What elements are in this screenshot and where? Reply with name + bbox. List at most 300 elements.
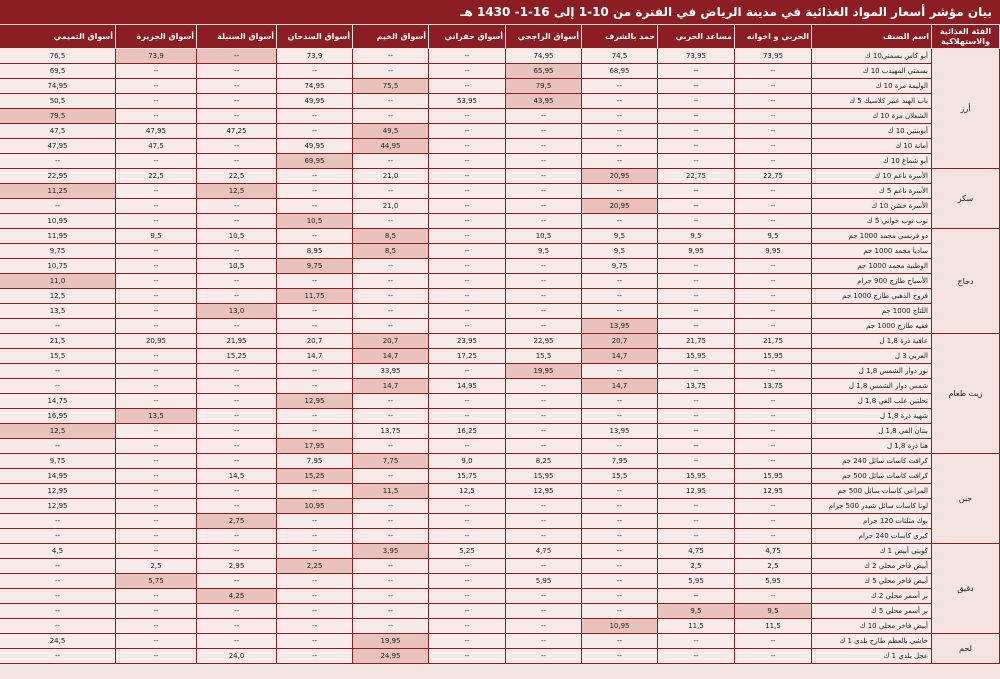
price-cell: 12,95 — [0, 499, 116, 514]
price-cell: 21,75 — [735, 334, 812, 349]
price-cell: -- — [582, 154, 658, 169]
price-cell: -- — [116, 304, 197, 319]
price-cell: -- — [506, 289, 582, 304]
price-cell: -- — [353, 559, 429, 574]
item-name: فروج الذهبي طازج 1000 جم — [812, 289, 932, 304]
price-cell: 4,25 — [197, 589, 277, 604]
price-cell: -- — [658, 274, 735, 289]
price-cell: -- — [735, 184, 812, 199]
item-name: الأسرة ناعم 5 ك — [812, 184, 932, 199]
table-row — [0, 439, 1000, 454]
price-cell: -- — [353, 529, 429, 544]
price-cell: -- — [353, 64, 429, 79]
price-cell: -- — [197, 574, 277, 589]
price-cell: -- — [197, 394, 277, 409]
price-cell: -- — [506, 199, 582, 214]
price-cell: 9,5 — [116, 229, 197, 244]
price-cell: -- — [116, 259, 197, 274]
price-cell: -- — [197, 94, 277, 109]
price-cell: -- — [116, 394, 197, 409]
table-row — [0, 424, 1000, 439]
price-cell: -- — [353, 289, 429, 304]
item-name: أبو كاس بسمتي10 ك — [812, 49, 932, 64]
price-cell: 13,75 — [658, 379, 735, 394]
item-name: شهية ذرة 1,8 ل — [812, 409, 932, 424]
price-cell: -- — [735, 364, 812, 379]
price-cell: -- — [116, 469, 197, 484]
price-cell: -- — [429, 259, 506, 274]
price-cell: -- — [429, 184, 506, 199]
price-cell: -- — [116, 619, 197, 634]
table-row — [0, 454, 1000, 469]
price-cell: 69,5 — [0, 64, 116, 79]
price-cell: -- — [506, 424, 582, 439]
price-cell: -- — [582, 139, 658, 154]
table-row — [0, 349, 1000, 364]
table-row — [0, 94, 1000, 109]
price-cell: -- — [429, 589, 506, 604]
price-cell: 14,7 — [353, 349, 429, 364]
price-cell: -- — [197, 604, 277, 619]
price-cell: 10,5 — [197, 229, 277, 244]
price-cell: -- — [353, 319, 429, 334]
price-cell: -- — [0, 439, 116, 454]
price-cell: -- — [116, 349, 197, 364]
price-cell: 22,75 — [658, 169, 735, 184]
table-row — [0, 559, 1000, 574]
price-cell: 20,7 — [353, 334, 429, 349]
price-cell: 14,75 — [0, 394, 116, 409]
price-cell: -- — [277, 604, 353, 619]
header-store-9: أسواق الجزيرة — [116, 25, 197, 49]
item-name: أبو شماغ 10 ك — [812, 154, 932, 169]
price-cell: -- — [735, 79, 812, 94]
price-cell: -- — [658, 304, 735, 319]
price-cell: -- — [277, 124, 353, 139]
price-cell: -- — [197, 454, 277, 469]
price-cell: -- — [658, 529, 735, 544]
price-cell: 13,95 — [582, 424, 658, 439]
price-cell: 47,95 — [0, 139, 116, 154]
price-cell: -- — [429, 409, 506, 424]
price-cell: -- — [353, 49, 429, 64]
price-cell: 49,5 — [353, 124, 429, 139]
price-cell: 11,0 — [0, 274, 116, 289]
price-cell: 17,25 — [429, 349, 506, 364]
price-cell: 2,25 — [277, 559, 353, 574]
header-item-name: اسم الصنف — [812, 25, 932, 49]
price-cell: 23,95 — [429, 334, 506, 349]
price-cell: 21,0 — [353, 199, 429, 214]
price-cell: 10,5 — [277, 214, 353, 229]
price-cell: 74,95 — [506, 49, 582, 64]
table-row — [0, 469, 1000, 484]
price-cell: -- — [658, 499, 735, 514]
price-cell: 4,75 — [506, 544, 582, 559]
price-cell: 4,75 — [735, 544, 812, 559]
table-row — [0, 514, 1000, 529]
price-cell: -- — [0, 379, 116, 394]
header-store-4: أسواق الراجحي — [506, 25, 582, 49]
price-cell: -- — [658, 319, 735, 334]
price-cell: 9,75 — [0, 244, 116, 259]
price-cell: -- — [506, 499, 582, 514]
price-cell: 14,7 — [582, 349, 658, 364]
price-cell: -- — [116, 184, 197, 199]
price-cell: 7,95 — [277, 454, 353, 469]
price-cell: 17,95 — [277, 439, 353, 454]
price-cell: -- — [658, 514, 735, 529]
price-cell: -- — [429, 529, 506, 544]
price-cell: -- — [116, 109, 197, 124]
price-cell: 13,5 — [116, 409, 197, 424]
price-cell: -- — [582, 484, 658, 499]
price-table — [0, 24, 1000, 664]
price-cell: -- — [506, 214, 582, 229]
price-cell: -- — [353, 94, 429, 109]
price-cell: -- — [197, 409, 277, 424]
price-cell: -- — [429, 124, 506, 139]
price-cell: -- — [353, 274, 429, 289]
price-cell: -- — [658, 394, 735, 409]
price-cell: -- — [197, 439, 277, 454]
price-cell: -- — [0, 559, 116, 574]
price-cell: -- — [506, 604, 582, 619]
price-cell: -- — [277, 379, 353, 394]
price-cell: 10,95 — [277, 499, 353, 514]
price-cell: -- — [116, 319, 197, 334]
price-cell: -- — [735, 454, 812, 469]
price-cell: 11,5 — [658, 619, 735, 634]
header-store-8: أسواق السنبلة — [197, 25, 277, 49]
price-cell: 8,5 — [353, 229, 429, 244]
price-cell: 12,95 — [506, 484, 582, 499]
price-cell: -- — [582, 409, 658, 424]
table-row — [0, 124, 1000, 139]
price-cell: 22,95 — [0, 169, 116, 184]
price-cell: -- — [582, 499, 658, 514]
price-cell: -- — [353, 259, 429, 274]
price-cell: 53,95 — [429, 94, 506, 109]
price-cell: -- — [353, 499, 429, 514]
price-cell: 15,75 — [429, 469, 506, 484]
category-cell: دجاج — [932, 229, 1000, 334]
price-cell: -- — [353, 514, 429, 529]
price-cell: -- — [116, 379, 197, 394]
price-cell: -- — [277, 169, 353, 184]
price-cell: -- — [277, 409, 353, 424]
item-name: كرافت كاسات سائل 240 جم — [812, 454, 932, 469]
price-cell: -- — [277, 424, 353, 439]
price-cell: 22,5 — [197, 169, 277, 184]
price-cell: 73,95 — [735, 49, 812, 64]
price-cell: -- — [429, 49, 506, 64]
table-row — [0, 259, 1000, 274]
price-cell: 5,95 — [735, 574, 812, 589]
price-cell: 2,5 — [735, 559, 812, 574]
price-cell: 14,95 — [0, 469, 116, 484]
price-cell: -- — [582, 274, 658, 289]
price-cell: -- — [353, 574, 429, 589]
price-cell: 14,7 — [353, 379, 429, 394]
price-cell: 12,5 — [197, 184, 277, 199]
price-cell: 20,95 — [582, 199, 658, 214]
price-cell: 9,75 — [582, 259, 658, 274]
price-cell: 13,75 — [353, 424, 429, 439]
price-cell: -- — [429, 229, 506, 244]
header-store-5: أسواق حفراني — [429, 25, 506, 49]
price-cell: -- — [506, 514, 582, 529]
table-row — [0, 484, 1000, 499]
price-cell: 12,5 — [0, 424, 116, 439]
price-cell: -- — [197, 319, 277, 334]
price-cell: 43,95 — [506, 94, 582, 109]
price-cell: -- — [735, 634, 812, 649]
price-cell: -- — [429, 139, 506, 154]
item-name: فقيه طازج 1000 جم — [812, 319, 932, 334]
price-cell: -- — [429, 394, 506, 409]
price-cell: -- — [658, 124, 735, 139]
price-cell: -- — [353, 394, 429, 409]
price-cell: -- — [506, 379, 582, 394]
price-cell: -- — [353, 469, 429, 484]
price-cell: 75,5 — [353, 79, 429, 94]
price-cell: -- — [658, 259, 735, 274]
price-cell: -- — [658, 364, 735, 379]
table-row — [0, 604, 1000, 619]
price-cell: -- — [506, 124, 582, 139]
price-cell: -- — [116, 544, 197, 559]
price-cell: -- — [658, 454, 735, 469]
price-cell: 50,5 — [0, 94, 116, 109]
price-cell: 15,95 — [658, 349, 735, 364]
price-cell: -- — [735, 319, 812, 334]
price-cell: -- — [277, 514, 353, 529]
price-cell: -- — [658, 649, 735, 664]
price-cell: -- — [582, 574, 658, 589]
price-cell: -- — [116, 64, 197, 79]
price-cell: -- — [429, 574, 506, 589]
table-row — [0, 79, 1000, 94]
table-row — [0, 304, 1000, 319]
price-cell: -- — [0, 514, 116, 529]
price-cell: -- — [353, 604, 429, 619]
price-cell: 73,9 — [116, 49, 197, 64]
price-cell: 49,95 — [277, 139, 353, 154]
price-cell: 2,5 — [116, 559, 197, 574]
item-name: ساديا مجمد 1000 جم — [812, 244, 932, 259]
price-cell: -- — [506, 394, 582, 409]
price-cell: -- — [429, 364, 506, 379]
item-name: عجل بلدي 1 ك — [812, 649, 932, 664]
price-cell: -- — [353, 304, 429, 319]
price-cell: -- — [658, 589, 735, 604]
price-cell: -- — [277, 64, 353, 79]
price-cell: -- — [429, 79, 506, 94]
price-cell: 10,95 — [582, 619, 658, 634]
table-row — [0, 334, 1000, 349]
price-cell: -- — [429, 169, 506, 184]
price-cell: -- — [429, 514, 506, 529]
price-cell: -- — [429, 499, 506, 514]
price-cell: -- — [197, 619, 277, 634]
price-cell: -- — [353, 619, 429, 634]
price-cell: -- — [197, 244, 277, 259]
price-cell: -- — [506, 559, 582, 574]
table-row — [0, 319, 1000, 334]
price-cell: 69,95 — [277, 154, 353, 169]
price-cell: -- — [197, 424, 277, 439]
price-cell: 9,5 — [582, 244, 658, 259]
price-cell: 12,95 — [277, 394, 353, 409]
price-cell: 15,95 — [735, 469, 812, 484]
price-cell: -- — [116, 514, 197, 529]
price-cell: -- — [429, 154, 506, 169]
price-cell: 10,75 — [0, 259, 116, 274]
price-cell: -- — [429, 319, 506, 334]
price-cell: -- — [429, 274, 506, 289]
price-cell: -- — [116, 424, 197, 439]
header-store-6: أسواق الخيم — [353, 25, 429, 49]
price-cell: -- — [353, 154, 429, 169]
price-cell: -- — [658, 94, 735, 109]
header-store-7: أسواق السدحان — [277, 25, 353, 49]
price-cell: 2,95 — [197, 559, 277, 574]
price-cell: -- — [429, 64, 506, 79]
price-cell: -- — [197, 139, 277, 154]
table-row — [0, 169, 1000, 184]
price-cell: 22,75 — [735, 169, 812, 184]
price-cell: -- — [658, 634, 735, 649]
price-cell: 7,95 — [582, 454, 658, 469]
price-cell: -- — [735, 394, 812, 409]
price-cell: 10,95 — [0, 214, 116, 229]
category-cell: أرز — [932, 49, 1000, 169]
item-name: الشعلان مزة 10 ك — [812, 109, 932, 124]
price-cell: -- — [582, 364, 658, 379]
table-row — [0, 154, 1000, 169]
price-cell: -- — [735, 64, 812, 79]
item-name: تحلتين علب الفي 1,8 ل — [812, 394, 932, 409]
price-cell: 10,5 — [506, 229, 582, 244]
price-cell: -- — [197, 379, 277, 394]
price-cell: -- — [735, 304, 812, 319]
price-cell: -- — [197, 214, 277, 229]
item-name: كرافت كاسات سائل 500 جم — [812, 469, 932, 484]
price-cell: 15,5 — [582, 469, 658, 484]
price-cell: -- — [735, 424, 812, 439]
price-cell: -- — [429, 244, 506, 259]
price-cell: 7,75 — [353, 454, 429, 469]
item-name: الأسرة خشن 10 ك — [812, 199, 932, 214]
price-cell: -- — [658, 409, 735, 424]
price-cell: -- — [658, 154, 735, 169]
price-cell: -- — [506, 439, 582, 454]
price-cell: 15,25 — [197, 349, 277, 364]
price-cell: -- — [277, 184, 353, 199]
price-cell: -- — [197, 499, 277, 514]
price-cell: 9,95 — [658, 244, 735, 259]
item-name: شمس دوار الشمس 1,8 ل — [812, 379, 932, 394]
price-cell: -- — [0, 604, 116, 619]
table-row — [0, 409, 1000, 424]
price-cell: -- — [506, 649, 582, 664]
price-cell: -- — [582, 439, 658, 454]
table-row — [0, 394, 1000, 409]
price-cell: 24,0 — [197, 649, 277, 664]
header-store-1: الحربي و اخوانه — [735, 25, 812, 49]
category-cell: دقيق — [932, 544, 1000, 634]
item-name: الوليمة مزة 10 ك — [812, 79, 932, 94]
price-cell: -- — [277, 574, 353, 589]
item-name: أبيض فاخر محلي 2 ك — [812, 559, 932, 574]
table-row — [0, 64, 1000, 79]
price-cell: -- — [353, 214, 429, 229]
price-cell: 13,75 — [735, 379, 812, 394]
price-cell: -- — [277, 229, 353, 244]
table-row — [0, 589, 1000, 604]
price-cell: 4,5 — [0, 544, 116, 559]
header-category: الفئة الغذائية والاستهلاكية — [932, 25, 1000, 49]
price-cell: 9,75 — [0, 454, 116, 469]
price-cell: 79,5 — [0, 109, 116, 124]
item-name: أبوبنتين 10 ك — [812, 124, 932, 139]
price-cell: -- — [735, 499, 812, 514]
item-name: المراعي كاسات سائل 500 جم — [812, 484, 932, 499]
price-cell: 2,75 — [197, 514, 277, 529]
item-name: أبيض فاخر محلي 10 ك — [812, 619, 932, 634]
table-row — [0, 244, 1000, 259]
price-cell: -- — [582, 634, 658, 649]
item-name: أبيض فاخر محلي 5 ك — [812, 574, 932, 589]
price-cell: 20,95 — [582, 169, 658, 184]
price-cell: -- — [658, 214, 735, 229]
header-store-10: أسواق التميمي — [0, 25, 116, 49]
price-cell: 9,5 — [506, 244, 582, 259]
price-cell: -- — [116, 649, 197, 664]
price-cell: -- — [197, 544, 277, 559]
price-cell: -- — [735, 439, 812, 454]
price-cell: -- — [735, 274, 812, 289]
item-name: خاشي بالعظم طازج بلدي 1 ك — [812, 634, 932, 649]
price-cell: -- — [277, 109, 353, 124]
price-cell: 5,95 — [658, 574, 735, 589]
price-cell: -- — [429, 199, 506, 214]
price-cell: -- — [197, 49, 277, 64]
price-cell: -- — [353, 589, 429, 604]
price-cell: 73,95 — [658, 49, 735, 64]
price-cell: -- — [506, 304, 582, 319]
price-cell: 19,95 — [506, 364, 582, 379]
price-cell: 13,0 — [197, 304, 277, 319]
price-cell: -- — [353, 439, 429, 454]
price-cell: -- — [197, 484, 277, 499]
table-row — [0, 544, 1000, 559]
item-name: باب الهند عنبر كلاسيك 5 ك — [812, 94, 932, 109]
item-name: الوطنية مجمد 1000 جم — [812, 259, 932, 274]
price-cell: -- — [0, 589, 116, 604]
price-cell: -- — [0, 574, 116, 589]
price-cell: 15,95 — [658, 469, 735, 484]
price-cell: -- — [582, 514, 658, 529]
price-cell: 21,5 — [0, 334, 116, 349]
price-cell: -- — [429, 634, 506, 649]
price-cell: -- — [506, 259, 582, 274]
price-cell: -- — [116, 274, 197, 289]
price-cell: -- — [116, 589, 197, 604]
price-cell: 19,95 — [353, 634, 429, 649]
price-cell: -- — [658, 199, 735, 214]
